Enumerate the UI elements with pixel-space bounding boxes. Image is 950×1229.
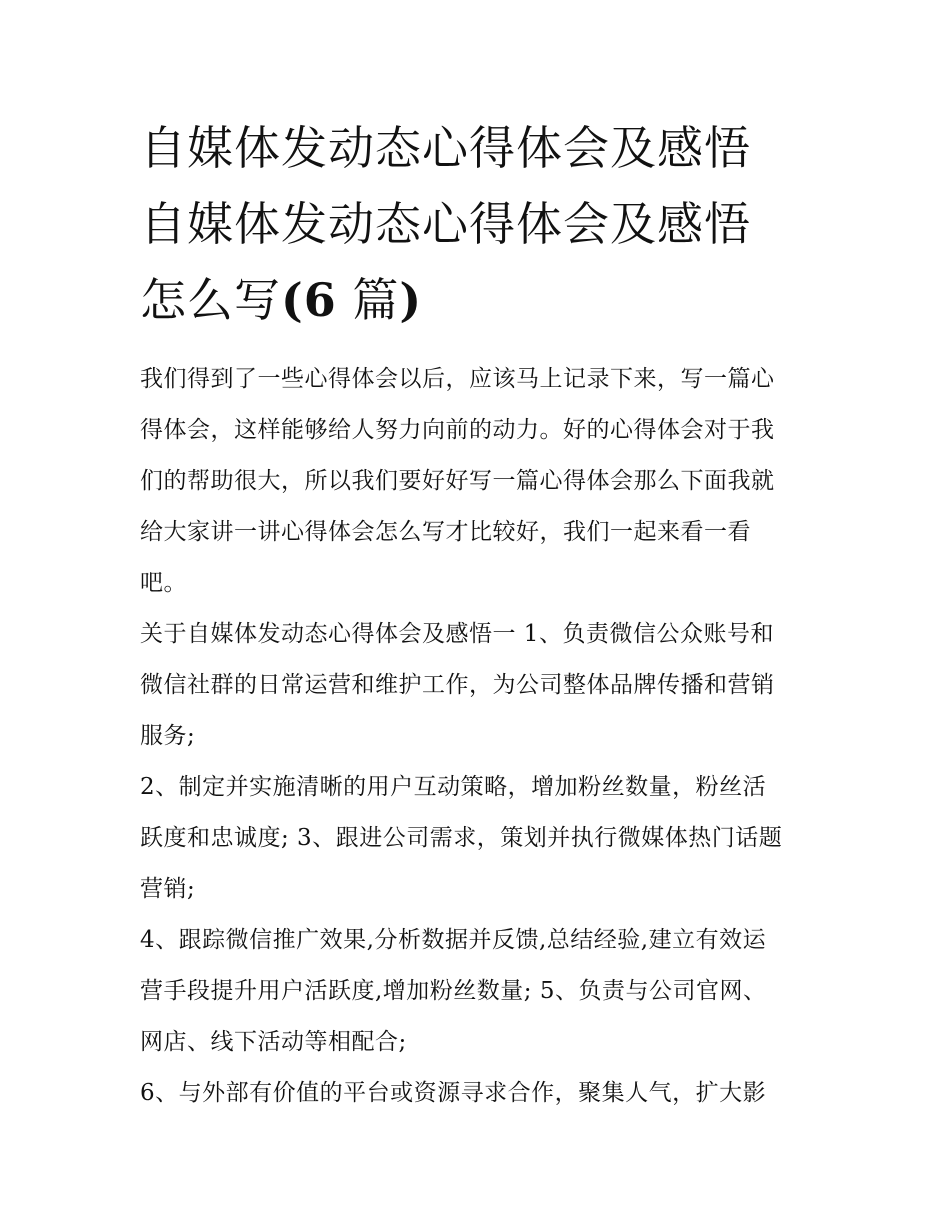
text-line: 吧。 xyxy=(140,570,187,596)
title-count: (6 xyxy=(281,273,337,327)
text-line: 网店、线下活动等相配合; xyxy=(140,1029,407,1055)
text-line: 营销; xyxy=(140,876,196,902)
text-line: 关于自媒体发动态心得体会及感悟一 1、负责微信公众账号和 xyxy=(140,621,774,647)
title-paren: ) xyxy=(399,273,423,327)
body-paragraph xyxy=(140,1068,820,1119)
title-text: 篇 xyxy=(352,273,400,327)
text-line: 给大家讲一讲心得体会怎么写才比较好，我们一起来看一看 xyxy=(140,519,751,545)
body-paragraph xyxy=(140,762,820,915)
text-line: 营手段提升用户活跃度,增加粉丝数量; 5、负责与公司官网、 xyxy=(140,978,767,1004)
text-line: 微信社群的日常运营和维护工作，为公司整体品牌传播和营销 xyxy=(140,672,775,698)
text-line: 跃度和忠诚度; 3、跟进公司需求，策划并执行微媒体热门话题 xyxy=(140,825,783,851)
text-line: 我们得到了一些心得体会以后，应该马上记录下来，写一篇心 xyxy=(140,366,775,392)
text-line: 4、跟踪微信推广效果,分析数据并反馈,总结经验,建立有效运 xyxy=(140,927,767,953)
text-line: 2、制定并实施清晰的用户互动策略，增加粉丝数量，粉丝活 xyxy=(140,774,767,800)
body-paragraph xyxy=(140,915,820,1068)
title-line: 自媒体发动态心得体会及感悟 xyxy=(140,121,751,175)
title-line: 自媒体发动态心得体会及感悟 xyxy=(140,197,751,251)
text-line: 得体会，这样能够给人努力向前的动力。好的心得体会对于我 xyxy=(140,417,775,443)
text-line: 们的帮助很大，所以我们要好好写一篇心得体会那么下面我就 xyxy=(140,468,775,494)
document-title xyxy=(140,110,820,338)
intro-paragraph xyxy=(140,354,820,609)
text-line: 服务; xyxy=(140,723,196,749)
title-line xyxy=(140,262,820,338)
title-text: 怎么写 xyxy=(140,273,281,327)
text-line: 6、与外部有价值的平台或资源寻求合作，聚集人气，扩大影 xyxy=(140,1080,767,1106)
document-body xyxy=(140,110,820,1119)
body-paragraph xyxy=(140,609,820,762)
